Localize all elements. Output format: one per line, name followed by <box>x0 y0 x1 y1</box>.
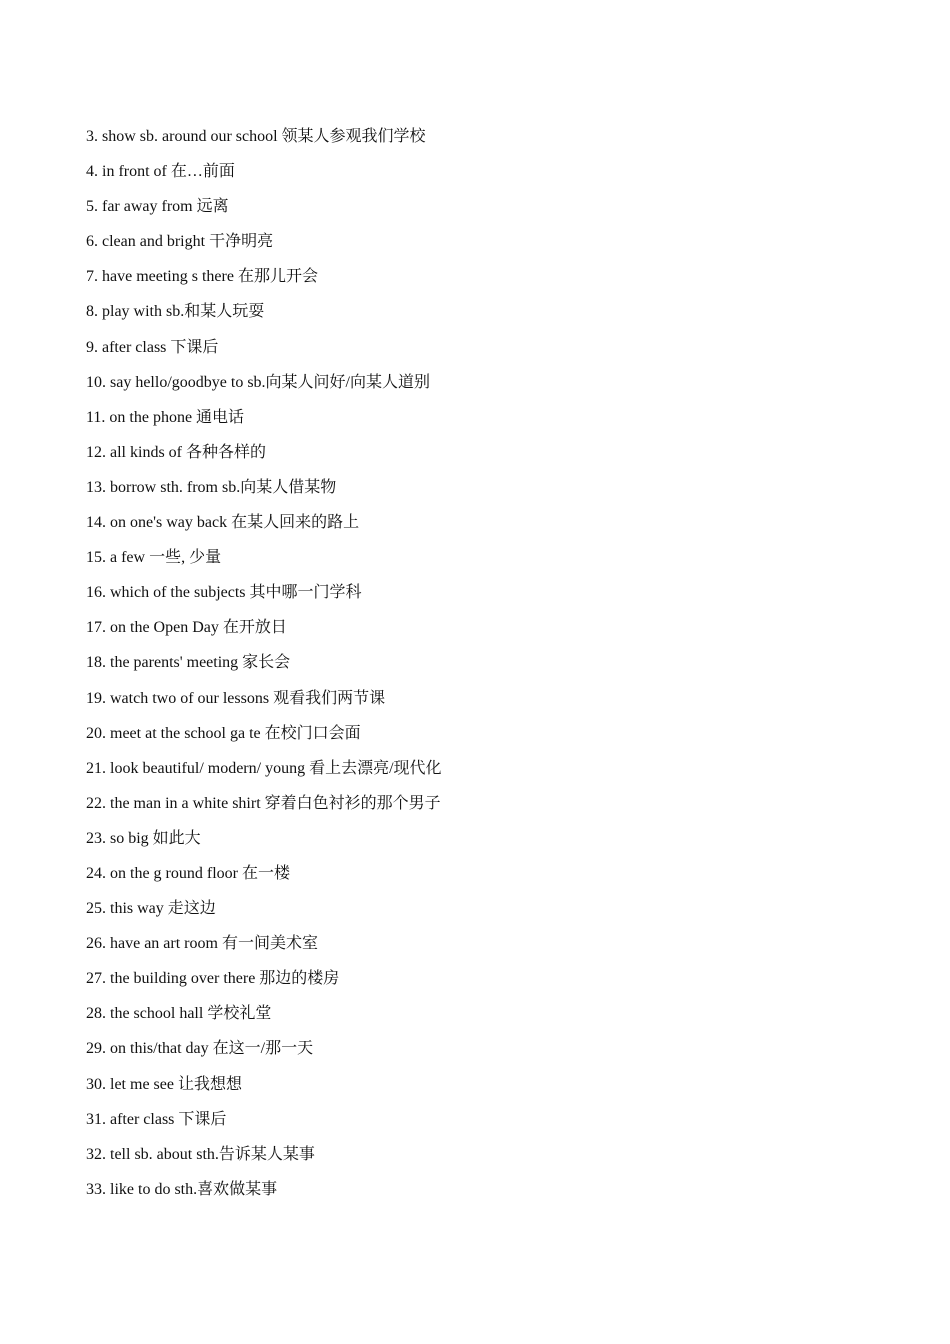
list-item: 23. so big 如此大 <box>86 829 201 847</box>
list-item: 20. meet at the school ga te 在校门口会面 <box>86 724 361 742</box>
list-item: 12. all kinds of 各种各样的 <box>86 443 266 461</box>
list-item: 24. on the g round floor 在一楼 <box>86 864 290 882</box>
list-item: 29. on this/that day 在这一/那一天 <box>86 1040 314 1058</box>
list-item: 21. look beautiful/ modern/ young 看上去漂亮/现代化 <box>86 759 442 777</box>
list-item: 15. a few 一些, 少量 <box>86 549 222 567</box>
list-item: 16. which of the subjects 其中哪一门学科 <box>86 584 362 602</box>
list-item: 18. the parents' meeting 家长会 <box>86 654 291 672</box>
list-item: 6. clean and bright 干净明亮 <box>86 233 274 251</box>
list-item: 28. the school hall 学校礼堂 <box>86 1005 272 1023</box>
list-item: 27. the building over there 那边的楼房 <box>86 970 340 988</box>
list-item: 11. on the phone 通电话 <box>86 408 245 426</box>
list-item: 5. far away from 远离 <box>86 198 229 216</box>
list-item: 17. on the Open Day 在开放日 <box>86 619 287 637</box>
list-item: 30. let me see 让我想想 <box>86 1075 242 1093</box>
list-item: 13. borrow sth. from sb.向某人借某物 <box>86 478 337 496</box>
list-item: 3. show sb. around our school 领某人参观我们学校 <box>86 128 426 145</box>
list-item: 10. say hello/goodbye to sb.向某人问好/向某人道别 <box>86 373 430 391</box>
list-item: 31. after class 下课后 <box>86 1110 227 1128</box>
list-item: 26. have an art room 有一间美术室 <box>86 935 318 953</box>
list-item: 8. play with sb.和某人玩耍 <box>86 303 265 321</box>
list-item: 19. watch two of our lessons 观看我们两节课 <box>86 689 386 707</box>
list-item: 14. on one's way back 在某人回来的路上 <box>86 514 360 532</box>
list-item: 32. tell sb. about sth.告诉某人某事 <box>86 1145 315 1163</box>
list-item: 33. like to do sth.喜欢做某事 <box>86 1180 278 1198</box>
phrase-list <box>86 124 442 1212</box>
list-item: 9. after class 下课后 <box>86 338 219 356</box>
list-item: 7. have meeting s there 在那儿开会 <box>86 268 318 286</box>
list-item: 22. the man in a white shirt 穿着白色衬衫的那个男子 <box>86 794 441 812</box>
list-item: 25. this way 走这边 <box>86 900 216 918</box>
list-item: 4. in front of 在…前面 <box>86 163 235 181</box>
